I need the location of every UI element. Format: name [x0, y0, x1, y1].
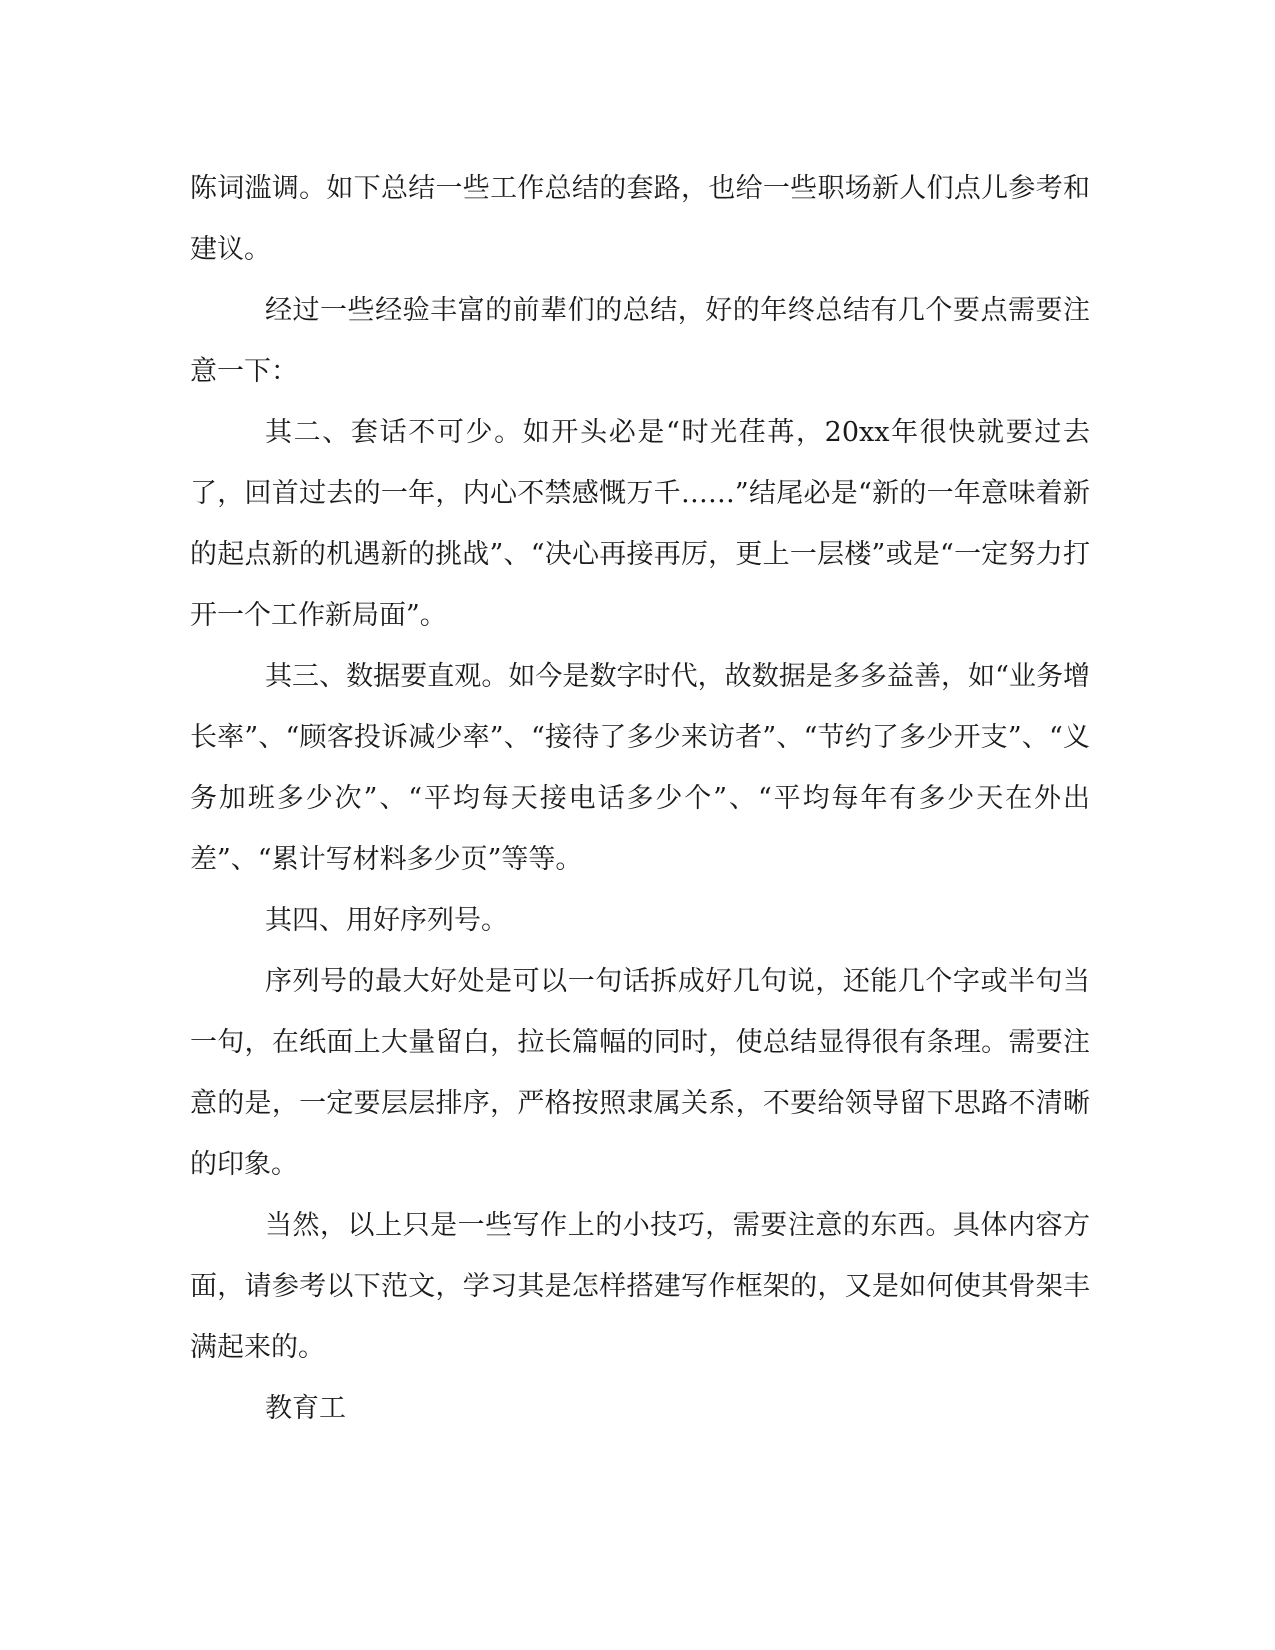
- paragraph-5: 其四、用好序列号。: [265, 905, 508, 936]
- paragraph-8: 教育工: [265, 1393, 346, 1424]
- document-body: [190, 158, 1090, 1439]
- paragraph-4: 其三、数据要直观。如今是数字时代，故数据是多多益善，如“业务增长率”、“顾客投诉减少率”、“接待了多少来访者”、“节约了多少开支”、“义务加班多少次”、“平均每天接电话多少个”、“平均每年有多少天在外出差”、“累计写材料多少页”等等。: [190, 661, 1090, 875]
- paragraph-3: 其二、套话不可少。如开头必是“时光荏苒，20xx年很快就要过去了，回首过去的一年，内心不禁感慨万千……”结尾必是“新的一年意味着新的起点新的机遇新的挑战”、“决心再接再厉，更上一层楼”或是“一定努力打开一个工作新局面”。: [190, 417, 1090, 631]
- paragraph-2: 经过一些经验丰富的前辈们的总结，好的年终总结有几个要点需要注意一下：: [190, 295, 1090, 387]
- paragraph-7: 当然，以上只是一些写作上的小技巧，需要注意的东西。具体内容方面，请参考以下范文，学习其是怎样搭建写作框架的，又是如何使其骨架丰满起来的。: [190, 1210, 1090, 1363]
- paragraph-6: 序列号的最大好处是可以一句话拆成好几句说，还能几个字或半句当一句，在纸面上大量留白，拉长篇幅的同时，使总结显得很有条理。需要注意的是，一定要层层排序，严格按照隶属关系，不要给领导留下思路不清晰的印象。: [190, 966, 1090, 1180]
- paragraph-1: 陈词滥调。如下总结一些工作总结的套路，也给一些职场新人们点儿参考和建议。: [190, 173, 1090, 265]
